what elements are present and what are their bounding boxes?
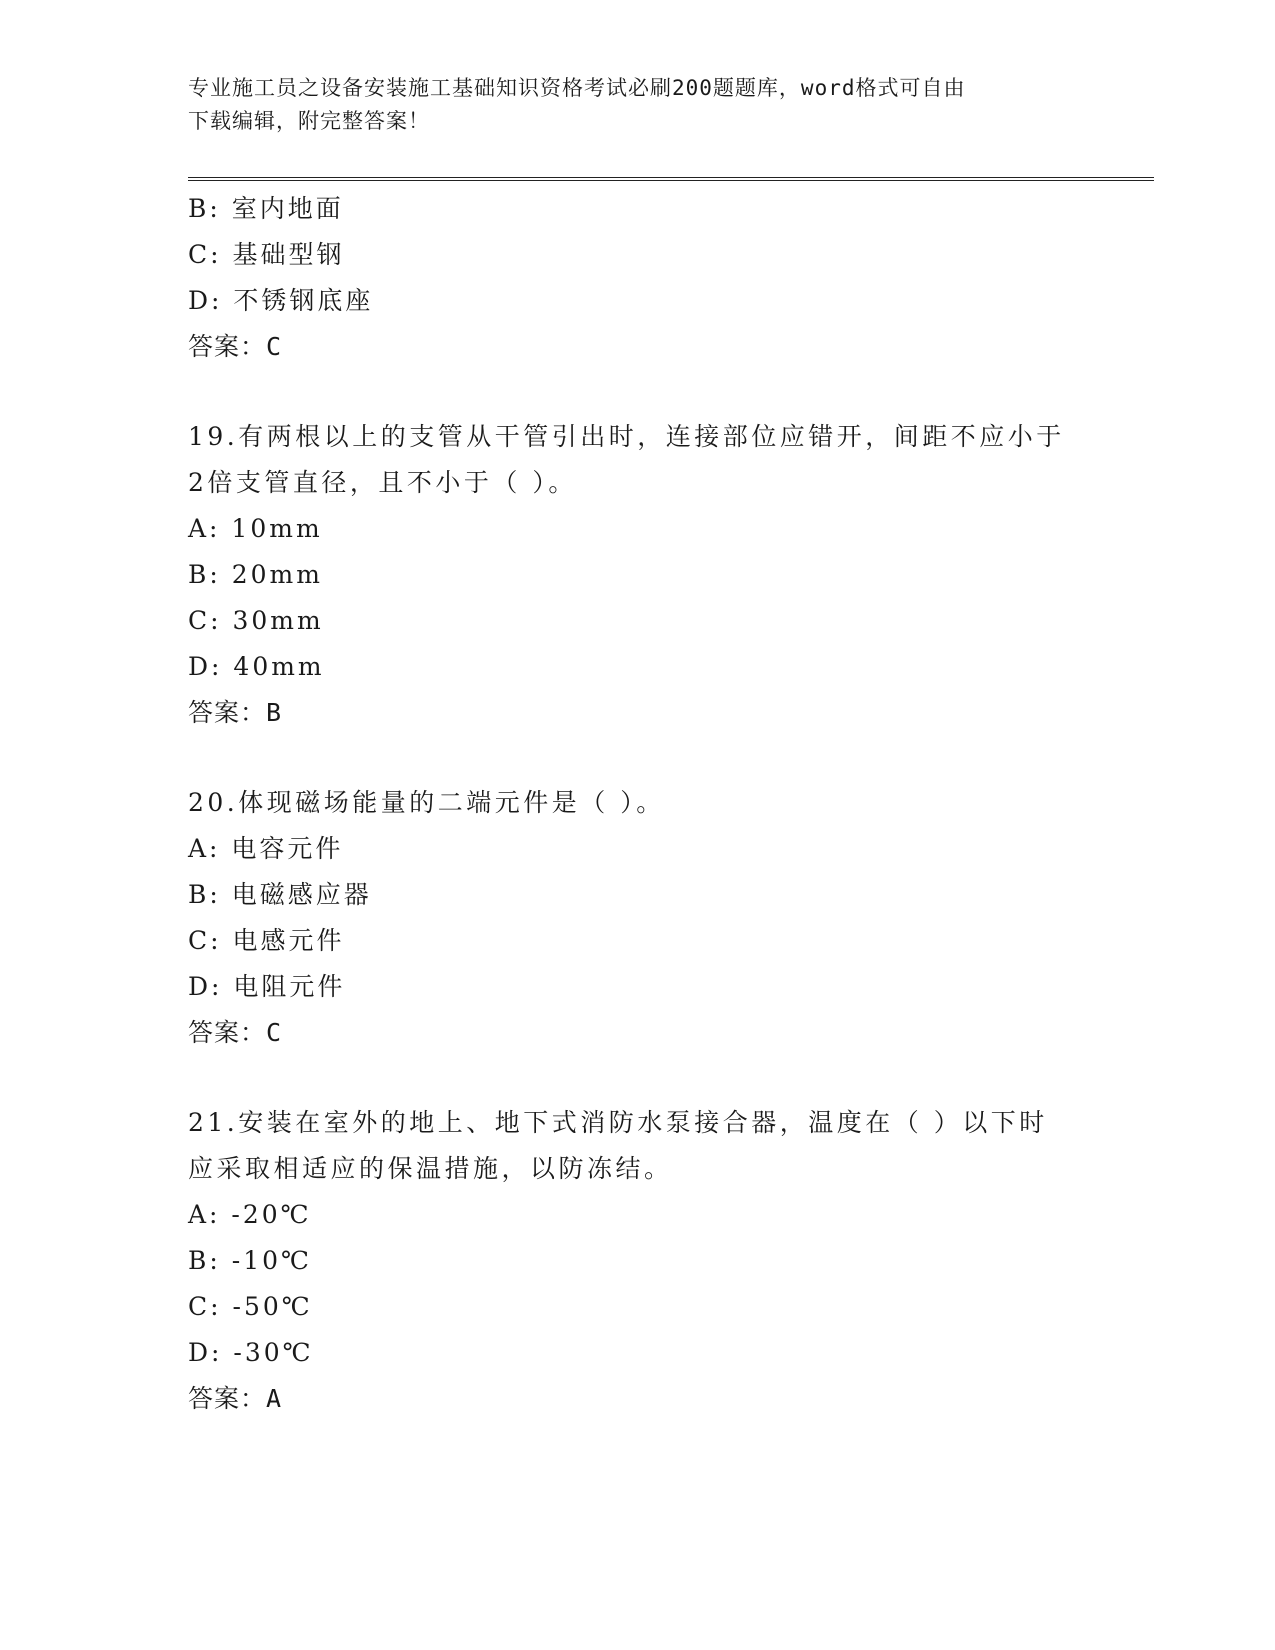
question-19 xyxy=(188,414,1088,736)
question-stem-line-1: 19.有两根以上的支管从干管引出时，连接部位应错开，间距不应小于 xyxy=(188,422,1065,451)
option-b: B: 电磁感应器 xyxy=(188,880,372,909)
document-header xyxy=(188,72,1068,138)
option-b: B: 室内地面 xyxy=(188,194,344,223)
option-b: B: -10℃ xyxy=(188,1246,312,1275)
option-a: A: 电容元件 xyxy=(188,834,344,863)
spacer xyxy=(188,370,1088,414)
option-c: C: 电感元件 xyxy=(188,926,345,955)
option-b: B: 20mm xyxy=(188,560,323,589)
header-title-line-2: 下载编辑，附完整答案！ xyxy=(188,109,430,133)
answer-line: 答案：B xyxy=(188,698,283,727)
answer-line: 答案：C xyxy=(188,332,283,361)
option-c: C: -50℃ xyxy=(188,1292,313,1321)
spacer xyxy=(188,736,1088,780)
question-20 xyxy=(188,780,1088,1056)
answer-line: 答案：C xyxy=(188,1018,283,1047)
option-d: D: 40mm xyxy=(188,652,325,681)
option-d: D: -30℃ xyxy=(188,1338,314,1367)
header-double-rule xyxy=(188,177,1154,181)
header-title-line-1: 专业施工员之设备安装施工基础知识资格考试必刷200题题库，word格式可自由 xyxy=(188,76,966,100)
question-18 xyxy=(188,186,1088,370)
question-list xyxy=(188,186,1088,1422)
option-a: A: 10mm xyxy=(188,514,323,543)
question-21 xyxy=(188,1100,1088,1422)
option-d: D: 不锈钢底座 xyxy=(188,286,374,315)
spacer xyxy=(188,1056,1088,1100)
option-a: A: -20℃ xyxy=(188,1200,312,1229)
answer-line: 答案：A xyxy=(188,1384,283,1413)
option-c: C: 基础型钢 xyxy=(188,240,345,269)
question-stem-line-2: 2倍支管直径，且不小于（ ）。 xyxy=(188,468,577,497)
option-c: C: 30mm xyxy=(188,606,324,635)
question-stem-line-2: 应采取相适应的保温措施，以防冻结。 xyxy=(188,1154,673,1183)
option-d: D: 电阻元件 xyxy=(188,972,346,1001)
question-stem-line-1: 21.安装在室外的地上、地下式消防水泵接合器，温度在（ ）以下时 xyxy=(188,1108,1048,1137)
question-stem-line-1: 20.体现磁场能量的二端元件是（ ）。 xyxy=(188,788,665,817)
